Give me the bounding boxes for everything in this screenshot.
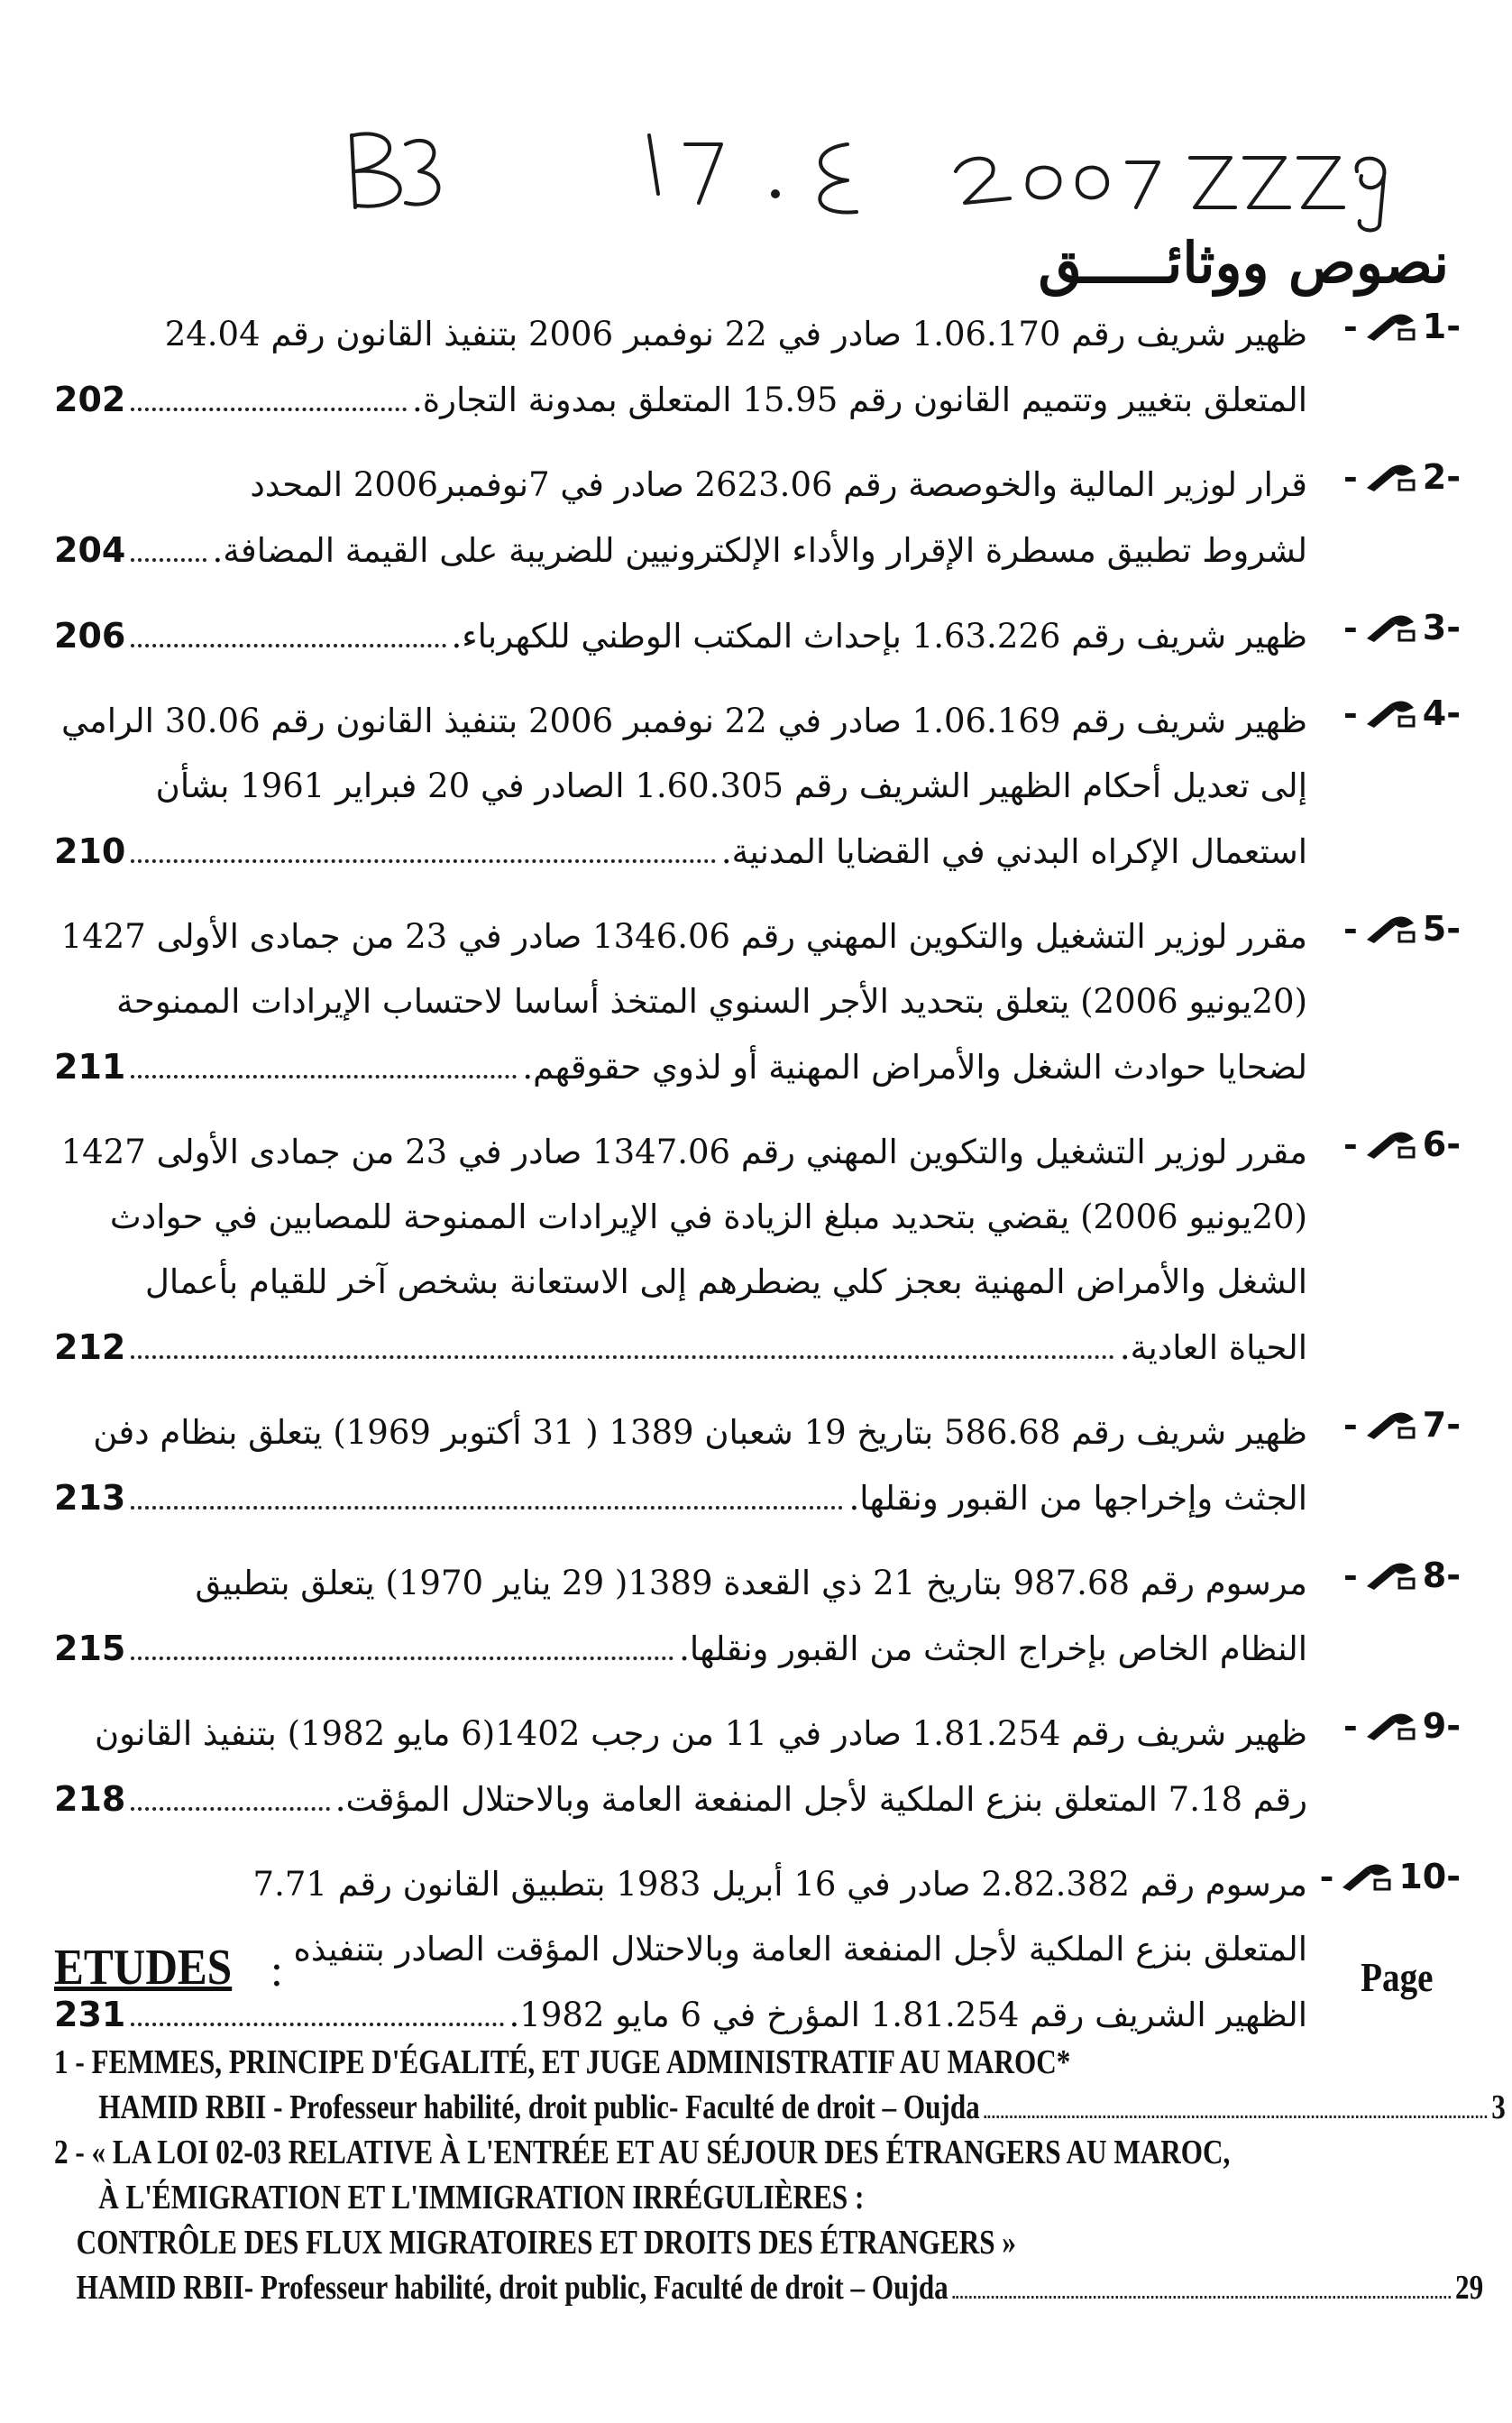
entry-number: 3-	[1422, 607, 1461, 647]
entry-text-line: لشروط تطبيق مسطرة الإقرار والأداء الإلكترونيين للضريبة على القيمة المضافة.	[212, 531, 1307, 570]
pen-hand-icon	[1363, 1559, 1417, 1592]
pen-hand-icon	[1363, 697, 1417, 730]
entry-text-line: لضحايا حوادث الشغل والأمراض المهنية أو لذوي حقوقهم.	[522, 1048, 1307, 1087]
study-2-author-line	[54, 2265, 1483, 2310]
entry-marker: - 9-	[1343, 1705, 1461, 1746]
entry-text-line: الجثث وإخراجها من القبور ونقلها.	[848, 1479, 1307, 1518]
pen-hand-icon	[1363, 310, 1417, 343]
pen-hand-icon	[1363, 611, 1417, 644]
document-entry	[54, 302, 1461, 433]
entry-text-line: رقم 7.18 المتعلق بنزع الملكية لأجل المنفعة العامة وبالاحتلال المؤقت.	[334, 1780, 1307, 1819]
etudes-colon: :	[270, 1945, 283, 1996]
entry-text-line: الظهير الشريف رقم 1.81.254 المؤرخ في 6 مايو 1982.	[509, 1996, 1307, 2034]
entry-page-number: 215	[54, 1629, 126, 1668]
leader-dots	[131, 1505, 843, 1510]
entry-last-line	[54, 603, 1307, 669]
etudes-title: ETUDES	[54, 1940, 233, 1996]
entry-marker: - 4-	[1343, 693, 1461, 733]
entry-last-line	[54, 1315, 1307, 1381]
leader-dots	[131, 1354, 1114, 1359]
document-entry	[54, 1400, 1461, 1531]
entry-text-line: ظهير شريف رقم 1.63.226 بإحداث المكتب الوطني للكهرباء.	[451, 617, 1307, 656]
study-2-title-line-3: CONTRÔLE DES FLUX MIGRATOIRES ET DROITS DES ÉTRANGERS »	[76, 2224, 1016, 2262]
entry-text-line: ظهير شريف رقم 586.68 بتاريخ 19 شعبان 1389 ( 31 أكتوبر 1969) يتعلق بنظام دفن	[93, 1413, 1307, 1452]
entry-text-line: المتعلق بتغيير وتتميم القانون رقم 15.95 المتعلق بمدونة التجارة.	[411, 381, 1307, 419]
entry-marker: - 5-	[1343, 908, 1461, 949]
pen-hand-icon	[1339, 1860, 1393, 1893]
leader-dots	[131, 407, 407, 411]
study-1-title: 1 - FEMMES, PRINCIPE D'ÉGALITÉ, ET JUGE ADMINISTRATIF AU MAROC*	[54, 2043, 1071, 2081]
leader-dots	[131, 557, 206, 562]
entry-text-line: ظهير شريف رقم 1.81.254 صادر في 11 من رجب 1402(6 مايو 1982) بتنفيذ القانون	[94, 1714, 1307, 1753]
study-2-page: 29	[1455, 2269, 1484, 2307]
entry-text-line: النظام الخاص بإخراج الجثث من القبور ونقلها.	[679, 1629, 1307, 1668]
entry-page-number: 213	[54, 1478, 126, 1518]
study-2-title-line-2: À L'ÉMIGRATION ET L'IMMIGRATION IRRÉGULIÈRES :	[98, 2179, 865, 2216]
document-entry	[54, 904, 1461, 1100]
pen-hand-icon	[1363, 1128, 1417, 1161]
study-2-author: HAMID RBII- Professeur habilité, droit public, Faculté de droit – Oujda	[76, 2269, 948, 2307]
entry-text-line: ظهير شريف رقم 1.06.169 صادر في 22 نوفمبر 2006 بتنفيذ القانون رقم 30.06 الرامي	[61, 702, 1307, 740]
pen-hand-icon	[1363, 461, 1417, 493]
entry-text-line: (20يونيو 2006) يتعلق بتحديد الأجر السنوي المتخذ أساسا لاحتساب الإيرادات الممنوحة	[116, 982, 1307, 1021]
etudes-header	[54, 1939, 1461, 2011]
entry-last-line	[54, 1616, 1307, 1682]
study-2-title-line-1: 2 - « LA LOI 02-03 RELATIVE À L'ENTRÉE ET AU SÉJOUR DES ÉTRANGERS AU MAROC,	[54, 2134, 1231, 2171]
entry-marker: - 3-	[1343, 607, 1461, 647]
leader-dots	[131, 1806, 329, 1811]
entry-last-line	[54, 819, 1307, 885]
leader-dots	[131, 2022, 503, 2026]
leader-dots	[131, 858, 716, 863]
document-entry	[54, 1120, 1461, 1381]
study-1-author-line	[54, 2085, 1506, 2130]
leader-dots	[131, 1074, 517, 1078]
document-entry	[54, 603, 1461, 669]
section-title: نصوص ووثائـــــق	[1038, 230, 1449, 296]
entry-last-line	[54, 1034, 1307, 1100]
entry-last-line	[54, 518, 1307, 583]
entry-marker: - 8-	[1343, 1555, 1461, 1595]
entry-marker: - 6-	[1343, 1124, 1461, 1164]
entry-page-number: 218	[54, 1779, 126, 1819]
leader-dots	[131, 1656, 674, 1660]
entry-text-line: مرسوم رقم 987.68 بتاريخ 21 ذي القعدة 1389( 29 يناير 1970) يتعلق بتطبيق	[195, 1564, 1307, 1602]
entry-last-line	[54, 1465, 1307, 1531]
entry-page-number: 231	[54, 1995, 126, 2034]
entry-page-number: 202	[54, 380, 126, 419]
document-entry	[54, 1702, 1461, 1832]
entry-number: 9-	[1422, 1705, 1461, 1746]
entry-text-line: الشغل والأمراض المهنية بعجز كلي يضطرهم إلى الاستعانة بشخص آخر للقيام بأعمال	[145, 1262, 1307, 1301]
entry-number: 2-	[1422, 456, 1461, 497]
entry-last-line	[54, 1767, 1307, 1832]
pen-hand-icon	[1363, 913, 1417, 945]
entry-text-line: المتعلق بنزع الملكية لأجل المنفعة العامة وبالاحتلال المؤقت الصادر بتنفيذه	[293, 1930, 1307, 1969]
entry-text-line: ظهير شريف رقم 1.06.170 صادر في 22 نوفمبر 2006 بتنفيذ القانون رقم 24.04	[164, 315, 1307, 353]
entry-text-line: مرسوم رقم 2.82.382 صادر في 16 أبريل 1983 بتطبيق القانون رقم 7.71	[252, 1865, 1307, 1904]
entry-number: 8-	[1422, 1555, 1461, 1595]
entry-page-number: 210	[54, 831, 126, 871]
study-1-author: HAMID RBII - Professeur habilité, droit public- Faculté de droit – Oujda	[98, 2088, 980, 2126]
entry-last-line	[54, 367, 1307, 433]
entry-text-line: استعمال الإكراه البدني في القضايا المدنية.	[720, 832, 1307, 871]
entry-text-line: مقرر لوزير التشغيل والتكوين المهني رقم 1347.06 صادر في 23 من جمادى الأولى 1427	[60, 1133, 1307, 1171]
document-entry	[54, 689, 1461, 885]
entry-marker: - 2-	[1343, 456, 1461, 497]
entry-number: 4-	[1422, 693, 1461, 733]
studies-list	[54, 2040, 1506, 2310]
document-entry	[54, 453, 1461, 583]
entry-text-line: قرار لوزير المالية والخوصصة رقم 2623.06 صادر في 7نوفمبر2006 المحدد	[250, 465, 1307, 504]
entry-text-line: مقرر لوزير التشغيل والتكوين المهني رقم 1346.06 صادر في 23 من جمادى الأولى 1427	[60, 917, 1307, 956]
entry-number: 7-	[1422, 1404, 1461, 1445]
leader-dots	[131, 643, 445, 647]
entry-number: 10-	[1398, 1856, 1461, 1896]
handwritten-note	[343, 108, 1407, 234]
entry-page-number: 212	[54, 1327, 126, 1367]
entry-page-number: 211	[54, 1047, 126, 1087]
entry-marker: - 10-	[1319, 1856, 1461, 1896]
entry-number: 6-	[1422, 1124, 1461, 1164]
leader-dots	[953, 2295, 1451, 2299]
study-1-page: 3	[1491, 2088, 1506, 2126]
entry-page-number: 204	[54, 530, 126, 570]
document-entry	[54, 1551, 1461, 1682]
pen-hand-icon	[1363, 1409, 1417, 1441]
page-column-label: Page	[1361, 1954, 1434, 2000]
entry-number: 1-	[1422, 306, 1461, 346]
entry-marker: - 1-	[1343, 306, 1461, 346]
entry-text-line: (20يونيو 2006) يقضي بتحديد مبلغ الزيادة في الإيرادات الممنوحة للمصابين في حوادث	[109, 1198, 1307, 1236]
entry-marker: - 7-	[1343, 1404, 1461, 1445]
entry-page-number: 206	[54, 616, 126, 656]
entry-text-line: إلى تعديل أحكام الظهير الشريف رقم 1.60.305 الصادر في 20 فبراير 1961 بشأن	[155, 766, 1307, 805]
texts-documents-list	[54, 302, 1461, 2068]
entry-text-line: الحياة العادية.	[1119, 1328, 1307, 1367]
entry-number: 5-	[1422, 908, 1461, 949]
pen-hand-icon	[1363, 1710, 1417, 1742]
leader-dots	[985, 2115, 1488, 2118]
